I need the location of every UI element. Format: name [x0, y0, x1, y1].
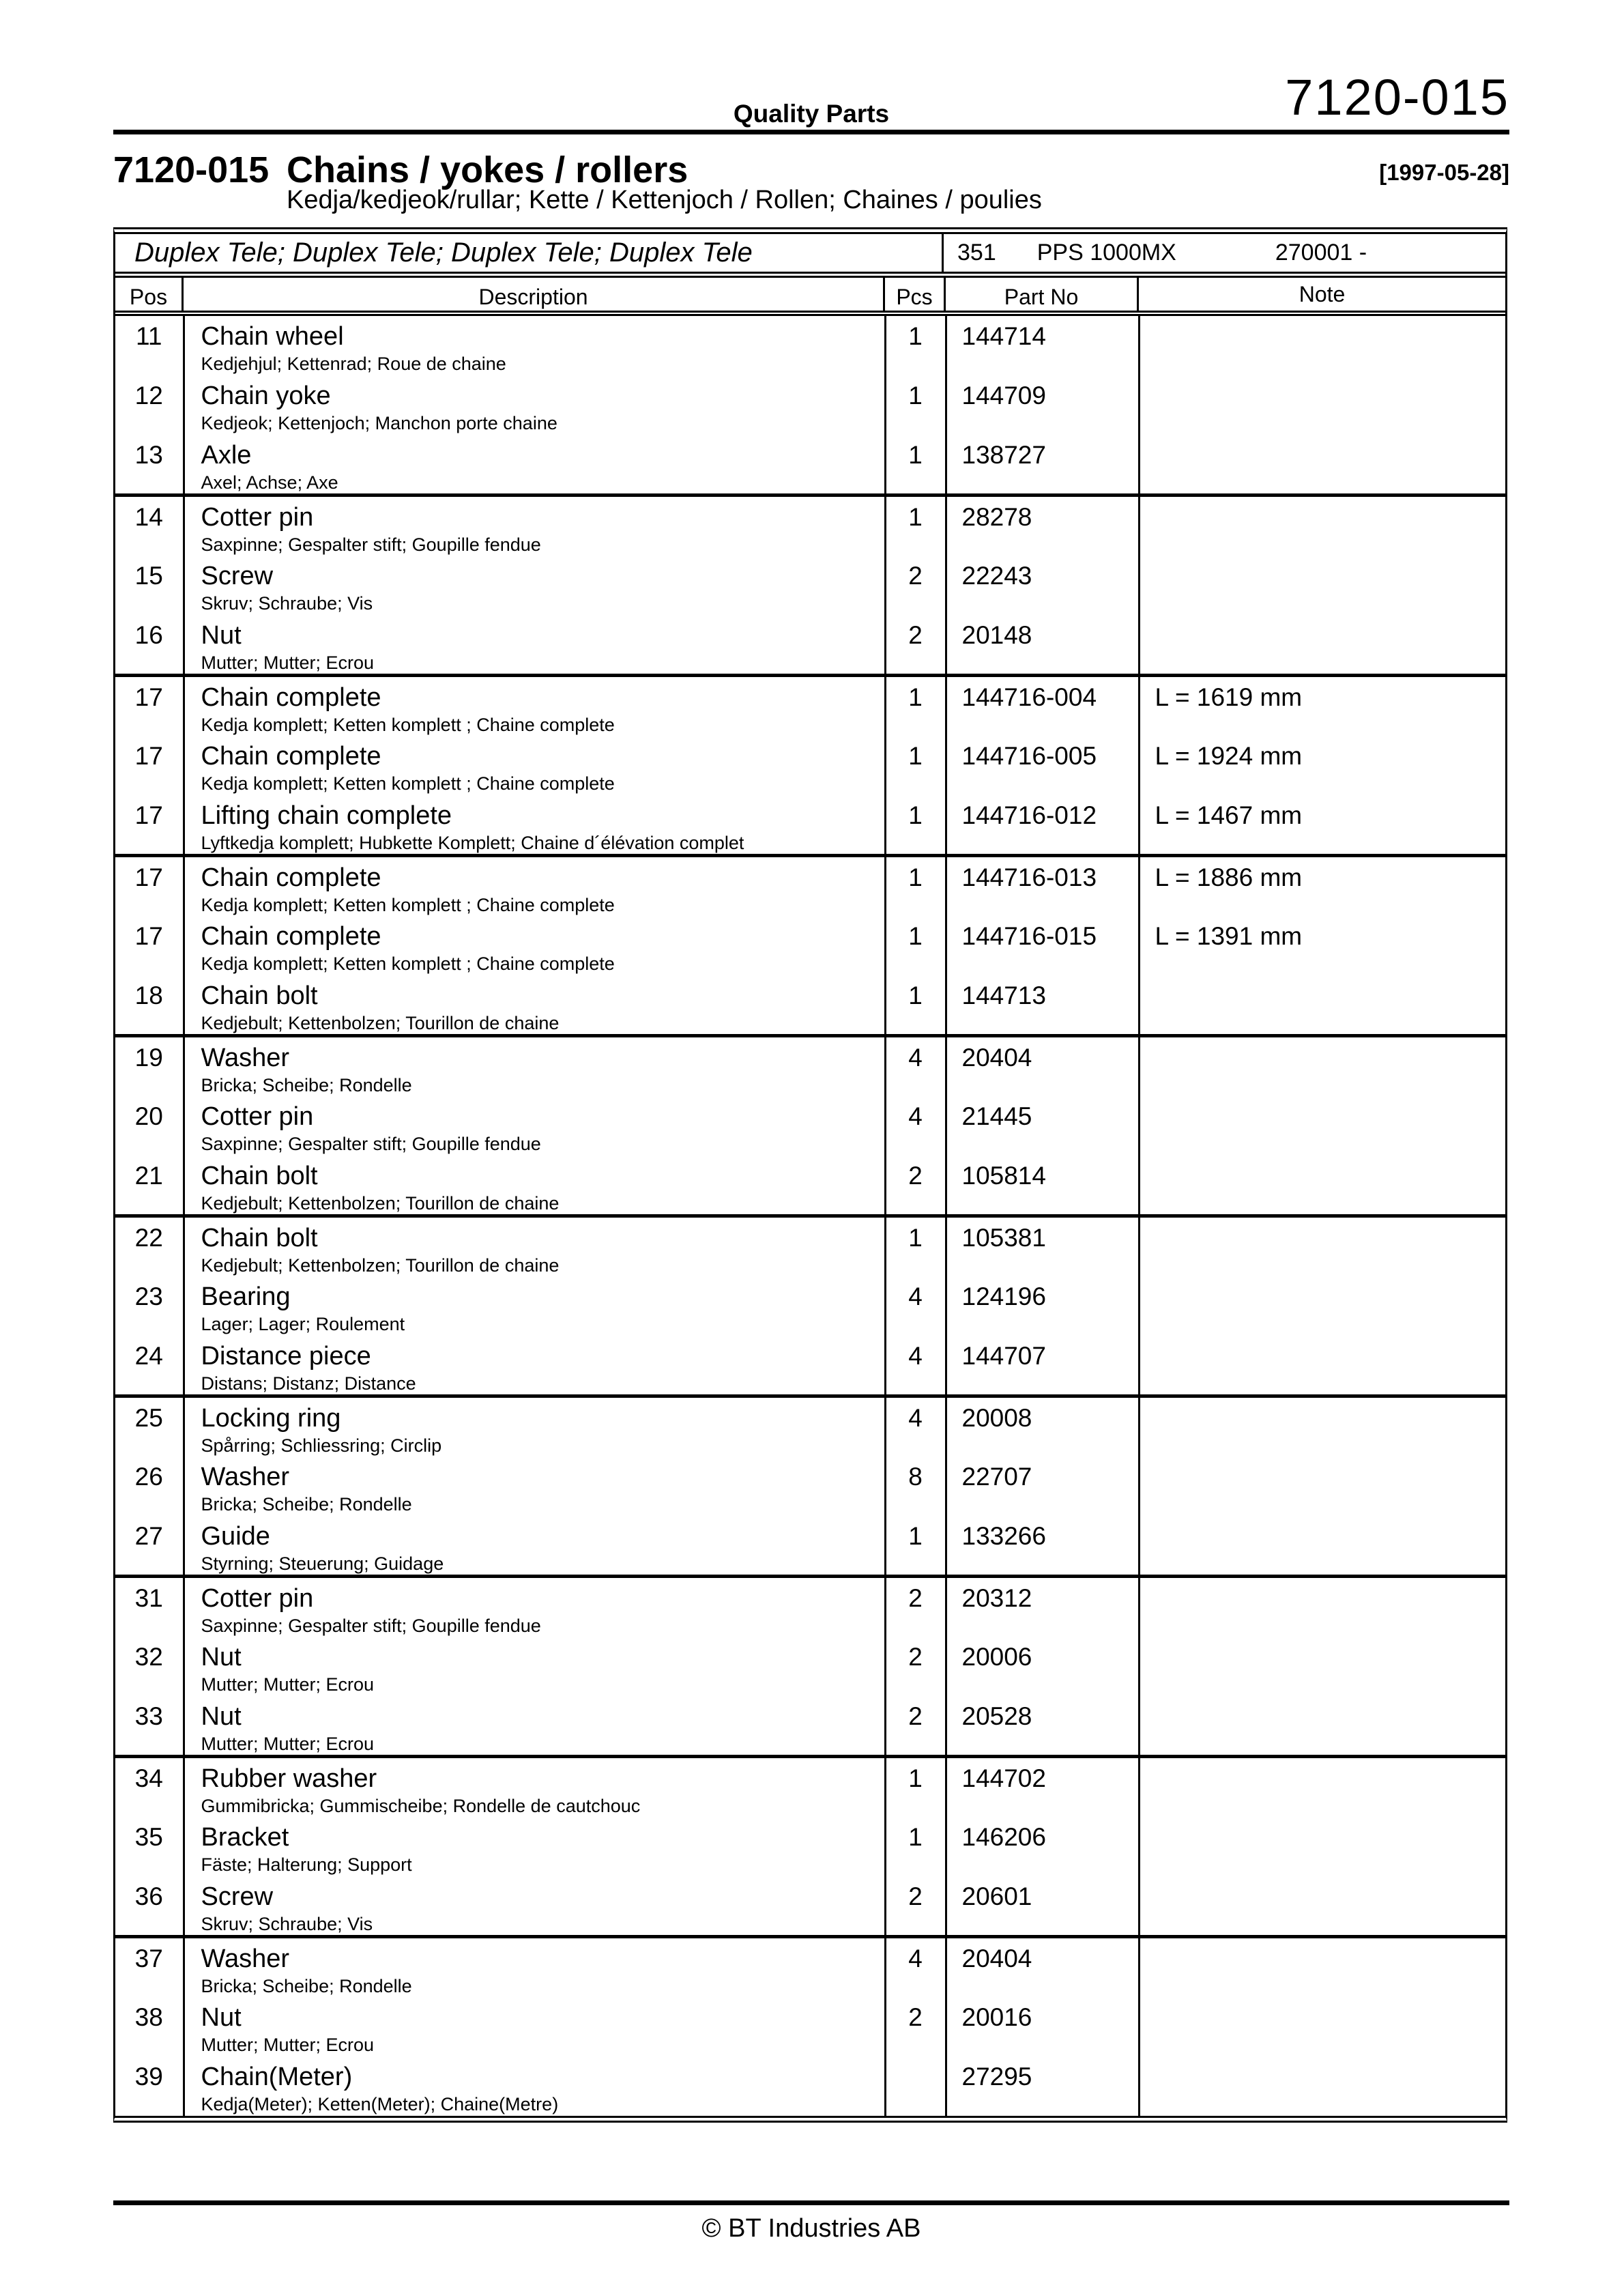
description-cell [184, 795, 885, 856]
table-row [115, 1696, 1505, 1757]
description-main: Chain complete [201, 922, 381, 951]
pcs-cell: 8 [885, 1456, 946, 1516]
description-translations: Kedja komplett; Ketten komplett ; Chaine complete [201, 773, 615, 794]
description-translations: Lyftkedja komplett; Hubkette Komplett; Chaine d´élévation complet [201, 833, 744, 853]
note-cell [1139, 496, 1505, 556]
description-cell [184, 1336, 885, 1396]
pcs-cell: 4 [885, 1396, 946, 1457]
parts-table [113, 227, 1507, 2123]
description-translations: Skruv; Schraube; Vis [201, 1914, 373, 1934]
description-translations: Kedjebult; Kettenbolzen; Tourillon de chaine [201, 1255, 560, 1276]
pos-cell: 39 [115, 2056, 184, 2116]
description-main: Nut [201, 1643, 242, 1671]
table-row [115, 1516, 1505, 1577]
note-cell [1139, 2056, 1505, 2116]
table-row [115, 1577, 1505, 1637]
description-translations: Gummibricka; Gummischeibe; Rondelle de cautchouc [201, 1796, 641, 1816]
description-cell [184, 856, 885, 917]
description-cell [184, 1156, 885, 1216]
pos-cell: 19 [115, 1036, 184, 1097]
note-cell: L = 1924 mm [1155, 742, 1303, 770]
description-translations: Mutter; Mutter; Ecrou [201, 652, 375, 673]
description-cell [184, 1817, 885, 1876]
description-cell [184, 736, 885, 795]
pcs-cell: 1 [885, 856, 946, 917]
pos-cell: 18 [115, 975, 184, 1036]
note-cell [1139, 1456, 1505, 1516]
parts-group [115, 1937, 1505, 2116]
pos-cell: 35 [115, 1817, 184, 1876]
pos-cell: 22 [115, 1216, 184, 1277]
description-main: Locking ring [201, 1404, 341, 1433]
description-cell [184, 1937, 885, 1998]
pos-cell: 23 [115, 1276, 184, 1336]
description-translations: Saxpinne; Gespalter stift; Goupille fendue [201, 1616, 541, 1636]
table-row [115, 1216, 1505, 1277]
description-cell [184, 1637, 885, 1696]
description-cell [184, 615, 885, 676]
description-main: Chain bolt [201, 1162, 318, 1190]
column-header-row [115, 278, 1505, 316]
pcs-cell: 1 [885, 435, 946, 496]
description-main: Cotter pin [201, 1102, 314, 1131]
part-no-cell: 21445 [946, 1096, 1139, 1156]
pcs-cell: 1 [885, 975, 946, 1036]
pcs-cell: 1 [885, 736, 946, 795]
part-no-cell: 20404 [946, 1937, 1139, 1998]
pcs-cell: 4 [885, 1276, 946, 1336]
pcs-cell: 4 [885, 1036, 946, 1097]
column-header-description: Description [184, 278, 885, 311]
pos-cell: 34 [115, 1757, 184, 1818]
model-series: PPS 1000MX [1036, 240, 1176, 266]
model-info-row [115, 234, 1505, 278]
table-row [115, 676, 1505, 736]
pcs-cell: 1 [885, 1516, 946, 1577]
part-no-cell: 20528 [946, 1696, 1139, 1757]
description-translations: Bricka; Scheibe; Rondelle [201, 1075, 412, 1095]
description-main: Chain complete [201, 683, 381, 712]
description-translations: Kedjeok; Kettenjoch; Manchon porte chaine [201, 413, 557, 433]
description-cell [184, 556, 885, 615]
part-no-cell: 144716-012 [946, 795, 1139, 856]
description-cell [184, 1036, 885, 1097]
table-row [115, 975, 1505, 1036]
parts-group [115, 1757, 1505, 1937]
pos-cell: 17 [115, 736, 184, 795]
description-main: Lifting chain complete [201, 801, 452, 830]
description-translations: Kedja(Meter); Ketten(Meter); Chaine(Metre) [201, 2094, 559, 2114]
part-no-cell: 124196 [946, 1276, 1139, 1336]
pcs-cell: 4 [885, 1937, 946, 1998]
description-cell [184, 1516, 885, 1577]
note-cell [1139, 1997, 1505, 2056]
note-cell [1139, 1156, 1505, 1216]
page-header-title: Quality Parts [733, 100, 890, 128]
pcs-cell: 1 [885, 676, 946, 736]
part-no-cell: 144713 [946, 975, 1139, 1036]
pos-cell: 38 [115, 1997, 184, 2056]
part-no-cell: 144716-015 [946, 916, 1139, 975]
description-translations: Axel; Achse; Axe [201, 472, 338, 493]
parts-group [115, 1396, 1505, 1577]
section-code: 7120-015 [113, 149, 270, 190]
table-row [115, 856, 1505, 917]
model-name: Duplex Tele; Duplex Tele; Duplex Tele; Duplex Tele [115, 234, 944, 272]
description-main: Chain wheel [201, 322, 344, 351]
description-cell [184, 316, 885, 375]
table-row [115, 375, 1505, 435]
note-cell [1139, 1336, 1505, 1396]
pos-cell: 24 [115, 1336, 184, 1396]
table-row [115, 916, 1505, 975]
description-main: Bearing [201, 1282, 291, 1311]
pos-cell: 31 [115, 1577, 184, 1637]
note-cell [1139, 1637, 1505, 1696]
description-translations: Spårring; Schliessring; Circlip [201, 1435, 442, 1456]
pos-cell: 36 [115, 1876, 184, 1937]
pcs-cell: 1 [885, 496, 946, 556]
note-cell: L = 1467 mm [1155, 801, 1303, 829]
pos-cell: 25 [115, 1396, 184, 1457]
description-translations: Distans; Distanz; Distance [201, 1373, 416, 1394]
description-cell [184, 1997, 885, 2056]
note-cell [1139, 1937, 1505, 1998]
description-translations: Kedjehjul; Kettenrad; Roue de chaine [201, 354, 506, 374]
description-cell [184, 496, 885, 556]
pos-cell: 17 [115, 676, 184, 736]
part-no-cell: 28278 [946, 496, 1139, 556]
part-no-cell: 144702 [946, 1757, 1139, 1818]
pos-cell: 17 [115, 856, 184, 917]
part-no-cell: 20016 [946, 1997, 1139, 2056]
description-cell [184, 2056, 885, 2116]
column-header-note: Note [1299, 282, 1346, 306]
description-translations: Styrning; Steuerung; Guidage [201, 1553, 444, 1574]
pos-cell: 17 [115, 795, 184, 856]
note-cell [1139, 1096, 1505, 1156]
part-no-cell: 20148 [946, 615, 1139, 676]
description-cell [184, 375, 885, 435]
description-cell [184, 975, 885, 1036]
pcs-cell: 4 [885, 1336, 946, 1396]
note-cell [1139, 1577, 1505, 1637]
note-cell [1139, 1817, 1505, 1876]
pos-cell: 15 [115, 556, 184, 615]
note-cell [1139, 975, 1505, 1036]
pos-cell: 14 [115, 496, 184, 556]
revision-date: [1997-05-28] [1379, 160, 1509, 185]
description-main: Rubber washer [201, 1764, 377, 1793]
description-translations: Saxpinne; Gespalter stift; Goupille fendue [201, 1134, 541, 1154]
pcs-cell: 2 [885, 556, 946, 615]
footer-divider [113, 2200, 1509, 2205]
pos-cell: 37 [115, 1937, 184, 1998]
part-no-cell: 27295 [946, 2056, 1139, 2116]
description-translations: Bricka; Scheibe; Rondelle [201, 1494, 412, 1515]
part-no-cell: 105381 [946, 1216, 1139, 1277]
pcs-cell: 2 [885, 1156, 946, 1216]
description-main: Chain bolt [201, 981, 318, 1010]
description-cell [184, 1696, 885, 1757]
part-no-cell: 20312 [946, 1577, 1139, 1637]
description-cell [184, 1276, 885, 1336]
note-cell [1139, 615, 1505, 676]
pcs-cell: 4 [885, 1096, 946, 1156]
description-cell [184, 1876, 885, 1937]
parts-table-body [115, 316, 1505, 2116]
part-no-cell: 22243 [946, 556, 1139, 615]
table-row [115, 1096, 1505, 1156]
description-translations: Saxpinne; Gespalter stift; Goupille fendue [201, 534, 541, 555]
description-main: Cotter pin [201, 1584, 314, 1613]
parts-group [115, 676, 1505, 856]
description-translations: Kedja komplett; Ketten komplett ; Chaine complete [201, 895, 615, 915]
copyright: © BT Industries AB [701, 2214, 921, 2243]
part-no-cell: 144709 [946, 375, 1139, 435]
section-title: Chains / yokes / rollers [287, 149, 688, 190]
pcs-cell: 1 [885, 1817, 946, 1876]
pos-cell: 32 [115, 1637, 184, 1696]
note-cell [1139, 435, 1505, 496]
description-cell [184, 1456, 885, 1516]
description-translations: Bricka; Scheibe; Rondelle [201, 1976, 412, 1996]
pcs-cell: 1 [885, 1757, 946, 1818]
table-row [115, 1396, 1505, 1457]
description-main: Nut [201, 1702, 242, 1731]
description-main: Chain(Meter) [201, 2063, 353, 2091]
note-cell [1139, 1216, 1505, 1277]
part-no-cell: 138727 [946, 435, 1139, 496]
description-cell [184, 916, 885, 975]
note-cell [1139, 1876, 1505, 1937]
column-header-part-no: Part No [946, 278, 1139, 311]
note-cell [1139, 1036, 1505, 1097]
description-main: Chain complete [201, 863, 381, 892]
note-cell: L = 1391 mm [1155, 922, 1303, 950]
note-cell [1139, 1757, 1505, 1818]
pcs-cell: 2 [885, 1577, 946, 1637]
pcs-cell: 2 [885, 1637, 946, 1696]
note-cell: L = 1619 mm [1155, 683, 1303, 711]
description-cell [184, 1396, 885, 1457]
description-main: Bracket [201, 1823, 289, 1852]
description-translations: Fäste; Halterung; Support [201, 1854, 412, 1875]
description-cell [184, 1216, 885, 1277]
note-cell [1139, 1396, 1505, 1457]
pos-cell: 26 [115, 1456, 184, 1516]
page-number: 7120-015 [1285, 69, 1509, 126]
part-no-cell: 144716-013 [946, 856, 1139, 917]
description-main: Screw [201, 562, 274, 590]
description-cell [184, 1577, 885, 1637]
serial-range: 270001 - [1275, 240, 1367, 266]
description-translations: Lager; Lager; Roulement [201, 1314, 405, 1334]
table-row [115, 1637, 1505, 1696]
parts-group [115, 856, 1505, 1036]
pcs-cell: 1 [885, 1216, 946, 1277]
pcs-cell: 2 [885, 615, 946, 676]
table-row [115, 316, 1505, 375]
pos-cell: 20 [115, 1096, 184, 1156]
parts-group [115, 496, 1505, 676]
part-no-cell: 144716-005 [946, 736, 1139, 795]
table-row [115, 1036, 1505, 1097]
description-translations: Kedjebult; Kettenbolzen; Tourillon de chaine [201, 1193, 560, 1214]
description-main: Nut [201, 2003, 242, 2032]
table-row [115, 1997, 1505, 2056]
part-no-cell: 105814 [946, 1156, 1139, 1216]
note-cell [1139, 316, 1505, 375]
header-divider [113, 130, 1509, 134]
description-main: Nut [201, 621, 242, 650]
pcs-cell: 2 [885, 1876, 946, 1937]
description-cell [184, 1096, 885, 1156]
pos-cell: 11 [115, 316, 184, 375]
note-cell [1139, 375, 1505, 435]
part-no-cell: 20008 [946, 1396, 1139, 1457]
description-cell [184, 435, 885, 496]
description-main: Axle [201, 441, 252, 470]
part-no-cell: 20404 [946, 1036, 1139, 1097]
pos-cell: 27 [115, 1516, 184, 1577]
pos-cell: 21 [115, 1156, 184, 1216]
pcs-cell: 1 [885, 916, 946, 975]
pcs-cell: 1 [885, 795, 946, 856]
description-translations: Skruv; Schraube; Vis [201, 593, 373, 614]
pcs-cell: 1 [885, 375, 946, 435]
note-cell [1139, 1696, 1505, 1757]
description-translations: Kedja komplett; Ketten komplett ; Chaine complete [201, 715, 615, 735]
part-no-cell: 20601 [946, 1876, 1139, 1937]
part-no-cell: 20006 [946, 1637, 1139, 1696]
pcs-cell: 2 [885, 1997, 946, 2056]
description-cell [184, 1757, 885, 1818]
description-main: Cotter pin [201, 503, 314, 532]
description-translations: Kedjebult; Kettenbolzen; Tourillon de chaine [201, 1013, 560, 1033]
part-no-cell: 22707 [946, 1456, 1139, 1516]
parts-group [115, 1216, 1505, 1396]
part-no-cell: 146206 [946, 1817, 1139, 1876]
column-header-pcs: Pcs [885, 278, 946, 311]
part-no-cell: 133266 [946, 1516, 1139, 1577]
table-row [115, 1456, 1505, 1516]
table-row [115, 2056, 1505, 2116]
table-row [115, 1937, 1505, 1998]
parts-group [115, 316, 1505, 496]
description-main: Chain yoke [201, 382, 331, 410]
pcs-cell: 2 [885, 1696, 946, 1757]
pcs-cell [885, 2056, 946, 2116]
table-row [115, 1156, 1505, 1216]
model-code: 351 [957, 240, 996, 266]
description-main: Washer [201, 1463, 290, 1491]
note-cell [1139, 1276, 1505, 1336]
description-translations: Mutter; Mutter; Ecrou [201, 1674, 375, 1695]
parts-group [115, 1577, 1505, 1757]
description-translations: Kedja komplett; Ketten komplett ; Chaine complete [201, 953, 615, 974]
pos-cell: 12 [115, 375, 184, 435]
description-main: Screw [201, 1882, 274, 1911]
description-main: Chain bolt [201, 1224, 318, 1252]
table-row [115, 1336, 1505, 1396]
part-no-cell: 144716-004 [946, 676, 1139, 736]
pos-cell: 17 [115, 916, 184, 975]
table-row [115, 1876, 1505, 1937]
model-info-right [944, 240, 1505, 266]
description-cell [184, 676, 885, 736]
part-no-cell: 144707 [946, 1336, 1139, 1396]
table-row [115, 1817, 1505, 1876]
parts-group [115, 1036, 1505, 1216]
pos-cell: 33 [115, 1696, 184, 1757]
table-row [115, 615, 1505, 676]
table-row [115, 496, 1505, 556]
pcs-cell: 1 [885, 316, 946, 375]
table-row [115, 556, 1505, 615]
description-translations: Mutter; Mutter; Ecrou [201, 1734, 375, 1754]
table-row [115, 1757, 1505, 1818]
description-translations: Mutter; Mutter; Ecrou [201, 2035, 375, 2055]
section-subtitle: Kedja/kedjeok/rullar; Kette / Kettenjoch / Rollen; Chaines / poulies [287, 186, 1042, 214]
description-main: Washer [201, 1044, 290, 1072]
note-cell [1139, 1516, 1505, 1577]
column-header-pos: Pos [115, 278, 184, 311]
note-cell: L = 1886 mm [1155, 863, 1303, 891]
pos-cell: 16 [115, 615, 184, 676]
table-row [115, 1276, 1505, 1336]
description-main: Chain complete [201, 742, 381, 771]
table-row [115, 795, 1505, 856]
pos-cell: 13 [115, 435, 184, 496]
table-row [115, 435, 1505, 496]
part-no-cell: 144714 [946, 316, 1139, 375]
table-row [115, 736, 1505, 795]
description-main: Guide [201, 1522, 270, 1551]
description-main: Washer [201, 1945, 290, 1973]
note-cell [1139, 556, 1505, 615]
description-main: Distance piece [201, 1342, 371, 1371]
